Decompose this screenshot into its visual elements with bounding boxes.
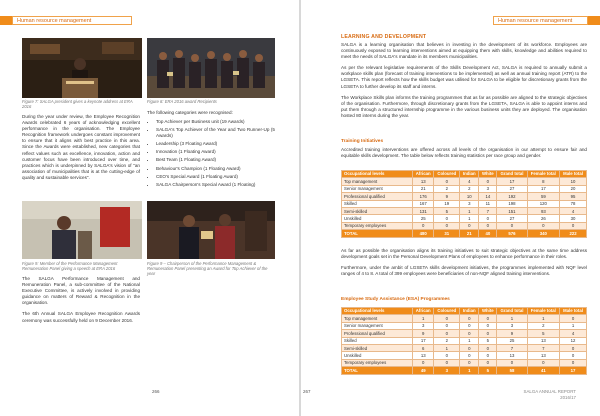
table-cell: 13 bbox=[527, 352, 560, 359]
table-cell: 17 bbox=[497, 178, 527, 185]
alignment-paragraph: As far as possible the organisation aligns its training initiatives to suit strategic objectives at the same time address development goals set in the Personal Development Plans of employees to enhance performance in their roles. bbox=[341, 248, 587, 260]
col-header: Occupational levels bbox=[342, 171, 413, 178]
table-cell: 8 bbox=[527, 178, 560, 185]
table-cell: 3 bbox=[413, 322, 434, 329]
table-cell: 0 bbox=[479, 352, 497, 359]
table-cell: 7 bbox=[479, 207, 497, 214]
section-heading: LEARNING AND DEVELOPMENT bbox=[341, 34, 427, 40]
award-item: • Leadership (3 Floating Award) bbox=[156, 141, 275, 147]
table-cell: 0 bbox=[560, 315, 587, 322]
ceremony-paragraph: The 6th Annual SALGA Employee Recognition Awards ceremony was successfully held on 9 December 2016. bbox=[22, 311, 140, 323]
table-cell: 0 bbox=[434, 352, 460, 359]
col-header: Occupational levels bbox=[342, 308, 413, 315]
photo-award-recipients bbox=[147, 38, 275, 98]
training-paragraph: Accredited training interventions are offered across all levels of the organisation in our attempt to ensure fair and equitable skills development. The table below reflects training statistics per race group and gender. bbox=[341, 147, 587, 159]
table-row bbox=[342, 200, 587, 207]
table-cell: 0 bbox=[413, 359, 434, 366]
award-categories bbox=[147, 110, 275, 190]
total-cell: 49 bbox=[413, 367, 434, 374]
table-cell: 14 bbox=[479, 193, 497, 200]
table-cell: 2 bbox=[527, 322, 560, 329]
col-header: Coloured bbox=[434, 171, 460, 178]
table-cell: 167 bbox=[413, 200, 434, 207]
award-item: • Innovation (1 Floating Award) bbox=[156, 149, 275, 155]
table-row bbox=[342, 337, 587, 344]
table-cell: 12 bbox=[560, 337, 587, 344]
table-cell: 120 bbox=[527, 200, 560, 207]
table-cell: 13 bbox=[527, 337, 560, 344]
caption-figure-8: Figure 8: ERA 2016 award Recipients bbox=[147, 99, 217, 104]
table-cell: 10 bbox=[460, 193, 479, 200]
table-cell: 151 bbox=[497, 207, 527, 214]
table-cell: 0 bbox=[460, 359, 479, 366]
table-cell: 19 bbox=[434, 200, 460, 207]
header-accent-right bbox=[588, 16, 600, 25]
table-cell: 26 bbox=[527, 215, 560, 222]
row-label: Temporary employees bbox=[342, 222, 413, 229]
learning-intro bbox=[341, 42, 587, 124]
table-cell: 3 bbox=[479, 185, 497, 192]
table-cell: 0 bbox=[560, 352, 587, 359]
table-cell: 1 bbox=[460, 207, 479, 214]
col-header: Grand total bbox=[497, 308, 527, 315]
table-cell: 9 bbox=[413, 330, 434, 337]
total-cell: 5 bbox=[479, 367, 497, 374]
table-cell: 0 bbox=[479, 215, 497, 222]
table-cell: 131 bbox=[413, 207, 434, 214]
table-row bbox=[342, 185, 587, 192]
table-cell: 0 bbox=[460, 315, 479, 322]
learning-paragraph-3: The Workplace Skills plan informs the training programmes that as far as possible are aligned to the strategic objectives of the organisation. Furthermore, through discretionary grants from the LGSETA, SALGA is able to appoint interns and put them through a structured internship programme in the various business units they are deployed. The organisation hosted 80 interns during the year. bbox=[341, 94, 587, 118]
total-cell: 21 bbox=[460, 230, 479, 237]
alignment-text bbox=[341, 248, 587, 282]
table-cell: 4 bbox=[560, 330, 587, 337]
left-column-panel bbox=[22, 276, 140, 329]
award-item: • Behaviour's Champion (1 Floating Award) bbox=[156, 166, 275, 172]
table-cell: 0 bbox=[479, 344, 497, 351]
table-header-row bbox=[342, 308, 587, 315]
table-cell: 4 bbox=[460, 178, 479, 185]
table-cell: 0 bbox=[479, 322, 497, 329]
total-cell: 3 bbox=[434, 367, 460, 374]
award-item: • SALGA's Top Achiever of the Year and Two Runner-Up (5 Awards) bbox=[156, 127, 275, 139]
table-cell: 3 bbox=[497, 322, 527, 329]
row-label: Unskilled bbox=[342, 352, 413, 359]
table-cell: 0 bbox=[460, 344, 479, 351]
row-label: Top management bbox=[342, 315, 413, 322]
table-cell: 9 bbox=[497, 330, 527, 337]
table-cell: 0 bbox=[434, 178, 460, 185]
table-cell: 10 bbox=[560, 178, 587, 185]
table-cell: 192 bbox=[497, 193, 527, 200]
total-cell: 340 bbox=[527, 230, 560, 237]
bursary-heading: Employee Study Assistance (ESA) Programmes bbox=[341, 297, 450, 302]
table-cell: 11 bbox=[479, 200, 497, 207]
table-row bbox=[342, 315, 587, 322]
total-cell: 31 bbox=[434, 230, 460, 237]
row-label: Semi-skilled bbox=[342, 207, 413, 214]
intro-paragraph: During the year under review, the Employee Recognition Awards celebrated 6 years of acknowledging excellent performance in the organisation. The Employee Recognition framework undergoes constant improvement to ensure that it aligns with best practice in this area. Since the Awards were established, new categories that reflect values such as excellence, innovation, action and customer focus have been introduced over time, and practices which is underpinned by SALGA's vision of "an association of municipalities that is at the cutting-edge of quality and sustainable services". bbox=[22, 114, 140, 180]
table-cell: 95 bbox=[560, 193, 587, 200]
caption-figure-9b: Figure 9 – Chairperson of the Performance Management & Remuneration Panel presenting an Award for Top Achiever of the year bbox=[147, 261, 268, 276]
table-cell: 13 bbox=[413, 178, 434, 185]
total-cell: 41 bbox=[527, 367, 560, 374]
col-header: Male total bbox=[560, 308, 587, 315]
col-header: African bbox=[413, 308, 434, 315]
total-label: TOTAL bbox=[342, 230, 413, 237]
table-cell: 93 bbox=[527, 207, 560, 214]
table-cell: 176 bbox=[413, 193, 434, 200]
table-cell: 1 bbox=[497, 315, 527, 322]
table-cell: 0 bbox=[460, 352, 479, 359]
total-cell: 40 bbox=[479, 230, 497, 237]
row-label: Unskilled bbox=[342, 215, 413, 222]
row-label: Skilled bbox=[342, 337, 413, 344]
table-row bbox=[342, 178, 587, 185]
award-item: • CEO's Special Award (1 Floating Award) bbox=[156, 174, 275, 180]
table-cell: 0 bbox=[460, 222, 479, 229]
table-cell: 2 bbox=[434, 337, 460, 344]
table-cell: 0 bbox=[460, 330, 479, 337]
table-cell: 27 bbox=[497, 185, 527, 192]
table-row bbox=[342, 222, 587, 229]
table-row bbox=[342, 207, 587, 214]
table-row bbox=[342, 330, 587, 337]
table-cell: 198 bbox=[497, 200, 527, 207]
photo-keynote-address bbox=[22, 38, 142, 98]
table-cell: 0 bbox=[434, 222, 460, 229]
table-cell: 0 bbox=[434, 359, 460, 366]
table-cell: 7 bbox=[527, 344, 560, 351]
total-label: TOTAL bbox=[342, 367, 413, 374]
award-item: • Best Team (1 Floating Award) bbox=[156, 157, 275, 163]
table-cell: 25 bbox=[497, 337, 527, 344]
table-cell: 0 bbox=[434, 330, 460, 337]
col-header: Indian bbox=[460, 171, 479, 178]
training-stats-body bbox=[342, 178, 587, 230]
panel-paragraph: The SALGA Performance Management and Remuneration Panel, a sub-committee of the National Executive Committee, is actively involved in providing guidance on matters of Reward & Recognition in the organisation. bbox=[22, 276, 140, 306]
row-label: Skilled bbox=[342, 200, 413, 207]
col-header: Male total bbox=[560, 171, 587, 178]
table-cell: 0 bbox=[460, 322, 479, 329]
table-cell: 7 bbox=[497, 344, 527, 351]
row-label: Temporary employees bbox=[342, 359, 413, 366]
table-cell: 0 bbox=[479, 222, 497, 229]
table-cell: 6 bbox=[413, 344, 434, 351]
table-cell: 9 bbox=[434, 193, 460, 200]
col-header: Indian bbox=[460, 308, 479, 315]
table-cell: 0 bbox=[479, 178, 497, 185]
award-list-title: The following categories were recognised: bbox=[147, 110, 233, 115]
table-row bbox=[342, 359, 587, 366]
table-row bbox=[342, 215, 587, 222]
col-header: White bbox=[479, 308, 497, 315]
table-cell: 0 bbox=[560, 344, 587, 351]
award-list bbox=[147, 119, 275, 188]
table-cell: 21 bbox=[413, 185, 434, 192]
col-header: African bbox=[413, 171, 434, 178]
col-header: Female total bbox=[527, 171, 560, 178]
table-cell: 0 bbox=[560, 359, 587, 366]
table-cell: 1 bbox=[560, 322, 587, 329]
table-cell: 1 bbox=[527, 315, 560, 322]
table-cell: 5 bbox=[527, 330, 560, 337]
table-cell: 13 bbox=[497, 352, 527, 359]
table-total-row bbox=[342, 230, 587, 237]
table-cell: 5 bbox=[434, 207, 460, 214]
header-accent-left bbox=[0, 16, 12, 25]
caption-figure-9a: Figure 9: Member of the Performance Management Remuneration Panel giving a speech at ERA 2016 bbox=[22, 261, 118, 271]
training-stats-table bbox=[341, 170, 587, 238]
col-header: Coloured bbox=[434, 308, 460, 315]
row-label: Professional qualified bbox=[342, 330, 413, 337]
award-item: • SALGA Chairperson's Special Award (1 Floating) bbox=[156, 182, 275, 188]
left-column-intro bbox=[22, 114, 140, 186]
table-cell: 0 bbox=[479, 359, 497, 366]
page-number-left: 266 bbox=[152, 389, 160, 394]
col-header: Female total bbox=[527, 308, 560, 315]
total-cell: 480 bbox=[413, 230, 434, 237]
caption-figure-7: Figure 7: SALGA president gives a keynote address at ERA 2016 bbox=[22, 99, 133, 109]
table-cell: 0 bbox=[527, 359, 560, 366]
learning-paragraph-1: SALGA is a learning organisation that believes in investing in the development of its workforce. Employees are continuously exposed to learning interventions aimed at equipping them with skills, knowledge and abilities required to meet the needs of SALGA's mandate in its members municipalities. bbox=[341, 42, 587, 60]
table-cell: 59 bbox=[527, 193, 560, 200]
photo-top-achiever-award bbox=[147, 201, 275, 259]
table-cell: 17 bbox=[527, 185, 560, 192]
table-cell: 2 bbox=[460, 185, 479, 192]
header-label-left: Human resource management bbox=[12, 16, 132, 25]
table-cell: 1 bbox=[434, 344, 460, 351]
table-cell: 78 bbox=[560, 200, 587, 207]
total-cell: 222 bbox=[560, 230, 587, 237]
table-cell: 25 bbox=[413, 215, 434, 222]
row-label: Top management bbox=[342, 178, 413, 185]
table-cell: 20 bbox=[560, 185, 587, 192]
total-cell: 58 bbox=[497, 367, 527, 374]
report-footer bbox=[524, 389, 576, 400]
total-cell: 17 bbox=[560, 367, 587, 374]
header-label-right: Human resource management bbox=[493, 16, 588, 25]
training-heading: Training Initiatives bbox=[341, 139, 384, 144]
col-header: Grand total bbox=[497, 171, 527, 178]
table-total-row bbox=[342, 367, 587, 374]
table-cell: 0 bbox=[479, 315, 497, 322]
row-label: Semi-skilled bbox=[342, 344, 413, 351]
table-cell: 30 bbox=[560, 215, 587, 222]
bursary-stats-table bbox=[341, 307, 587, 375]
report-year: 2016/17 bbox=[560, 394, 576, 400]
report-title: SALGA ANNUAL REPORT bbox=[523, 389, 576, 395]
nqf-paragraph: Furthermore, under the ambit of LGSETA skills development initiatives, the programmes implemented with NQF level ranges of 4 to 8. A total of 399 employees were beneficiaries of non-NQF aligned training interventions. bbox=[341, 265, 587, 277]
table-cell: 4 bbox=[560, 207, 587, 214]
table-cell: 0 bbox=[560, 222, 587, 229]
left-page bbox=[0, 0, 299, 416]
total-cell: 576 bbox=[497, 230, 527, 237]
table-cell: 13 bbox=[413, 352, 434, 359]
learning-paragraph-2: As per the relevant legislative requirements of the Skills Development Act, SALGA is required to annually submit a workplace skills plan (forecast of training interventions to be implemented) as well as annual training report (ATR) to the LGSETA. This report reflects how the skills budget was utilised for SALGA to be eligible for discretionary grants from the LGSETA to further develop its staff and interns. bbox=[341, 65, 587, 89]
table-header-row bbox=[342, 171, 587, 178]
table-cell: 0 bbox=[497, 222, 527, 229]
table-cell: 0 bbox=[434, 322, 460, 329]
photo-panel-member-speech bbox=[22, 201, 142, 259]
bursary-stats-body bbox=[342, 315, 587, 367]
table-cell: 2 bbox=[434, 185, 460, 192]
table-cell: 3 bbox=[460, 200, 479, 207]
table-cell: 5 bbox=[479, 337, 497, 344]
table-cell: 17 bbox=[413, 337, 434, 344]
table-cell: 0 bbox=[434, 315, 460, 322]
col-header: White bbox=[479, 171, 497, 178]
training-intro bbox=[341, 147, 587, 164]
table-cell: 0 bbox=[479, 330, 497, 337]
row-label: Senior management bbox=[342, 322, 413, 329]
table-cell: 0 bbox=[413, 222, 434, 229]
table-cell: 1 bbox=[460, 215, 479, 222]
right-page bbox=[301, 0, 600, 416]
table-cell: 27 bbox=[497, 215, 527, 222]
row-label: Professional qualified bbox=[342, 193, 413, 200]
table-row bbox=[342, 193, 587, 200]
table-cell: 1 bbox=[413, 315, 434, 322]
table-row bbox=[342, 344, 587, 351]
table-cell: 0 bbox=[497, 359, 527, 366]
table-cell: 1 bbox=[460, 337, 479, 344]
award-item: • Top Achiever per Business unit (19 Awards) bbox=[156, 119, 275, 125]
row-label: Senior management bbox=[342, 185, 413, 192]
total-cell: 1 bbox=[460, 367, 479, 374]
table-cell: 0 bbox=[434, 215, 460, 222]
table-row bbox=[342, 322, 587, 329]
table-row bbox=[342, 352, 587, 359]
page-number-right: 267 bbox=[303, 389, 311, 394]
table-cell: 0 bbox=[527, 222, 560, 229]
